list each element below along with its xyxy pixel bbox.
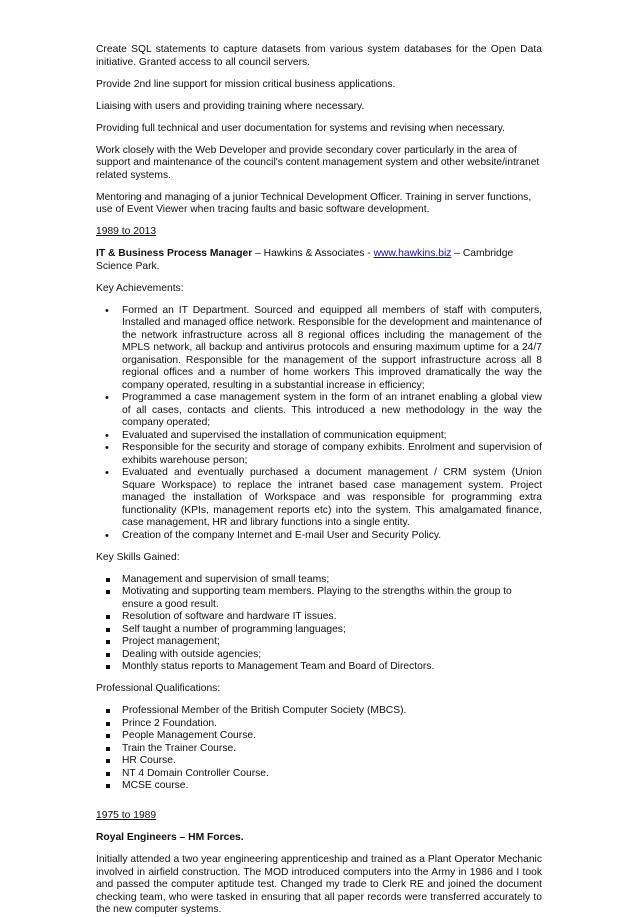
duty-paragraph: Create SQL statements to capture datasets from various system databases for the Open Data initiative. Granted access to all council servers. — [96, 44, 542, 68]
list-item: • Evaluated and eventually purchased a document management / CRM system (Union Square Workspace) to replace the intranet based case management system. Project managed the installation of Workspace and was responsible for programming extra functionality (KPIs, management reports etc) into the system. This amalgamated finance, case management, HR and library functions into a single entity. — [96, 467, 542, 530]
job-royal-engineers — [96, 810, 542, 917]
list-item: Professional Member of the British Computer Society (MBCS). — [96, 705, 542, 718]
list-item: • Programmed a case management system in the form of an intranet enabling a global view of all cases, contacts and clients. This introduced a new methodology in the way the company operated; — [96, 392, 542, 430]
job-hawkins — [96, 226, 542, 793]
job-period: 1975 to 1989 — [96, 810, 157, 821]
job-title: IT & Business Process Manager — [96, 248, 253, 259]
list-item: Prince 2 Foundation. — [96, 718, 542, 731]
list-item: Dealing with outside agencies; — [96, 649, 542, 662]
list-item: Project management; — [96, 636, 542, 649]
employer-suffix: – Cambridge Science Park. — [96, 248, 514, 272]
current-role-duties — [96, 44, 542, 217]
list-item: People Management Course. — [96, 730, 542, 743]
job-title: Royal Engineers – HM Forces. — [96, 832, 244, 843]
job-heading — [96, 248, 542, 273]
duty-paragraph: Provide 2nd line support for mission critical business applications. — [96, 78, 396, 90]
duty-paragraph: Work closely with the Web Developer and provide secondary cover particularly in the area of support and maintenance of the council's content management system and other website/intranet related systems. — [96, 144, 540, 181]
duty-paragraph: Mentoring and managing of a junior Technical Development Officer. Training in server functions, use of Event Viewer when tracing faults and basic software development. — [96, 191, 532, 215]
list-item: • Evaluated and supervised the installation of communication equipment; — [96, 430, 542, 443]
skills-heading: Key Skills Gained: — [96, 551, 180, 563]
employer-prefix: – Hawkins & Associates - — [252, 248, 374, 259]
list-item: • Formed an IT Department. Sourced and equipped all members of staff with computers, Installed and managed office network. Responsible for the development and maintenance of the network infrastructure across all 8 regional offices including the management of the MPLS network, all backup and antivirus protocols and ensuring maximum uptime for a 24/7 organisation. Responsible for the management of the support infrastructure across all 8 regional offices and a number of home workers This improved dramatically the way the company operated, resulting in a substantial increase in efficiency; — [96, 305, 542, 393]
duty-paragraph: Liaising with users and providing training where necessary. — [96, 100, 365, 112]
list-item: Train the Trainer Course. — [96, 743, 542, 756]
list-item: Self taught a number of programming languages; — [96, 624, 542, 637]
list-item: • Creation of the company Internet and E-mail User and Security Policy. — [96, 530, 542, 543]
duty-paragraph: Providing full technical and user documentation for systems and revising when necessary. — [96, 122, 506, 134]
section-spacer — [96, 802, 542, 810]
list-item: NT 4 Domain Controller Course. — [96, 768, 542, 781]
employer-website-link[interactable]: www.hawkins.biz — [373, 248, 452, 259]
qualifications-heading: Professional Qualifications: — [96, 683, 221, 694]
list-item: • Responsible for the security and storage of company exhibits. Enrolment and supervision of exhibits warehouse person; — [96, 442, 542, 467]
qualifications-list — [96, 705, 542, 793]
job-description: Initially attended a two year engineering apprenticeship and trained as a Plant Operator Mechanic involved in airfield construction. The MOD introduced computers into the Army in 1986 and I took and passed the computer aptitude test. Changed my trade to Clerk RE and joined the document checking team, who were tasked in ensuring that all paper records were transferred accurately to the new computer systems. — [96, 854, 542, 915]
job-period: 1989 to 2013 — [96, 226, 157, 237]
list-item: HR Course. — [96, 755, 542, 768]
skills-list — [96, 574, 542, 674]
achievements-heading: Key Achievements: — [96, 282, 184, 294]
list-item: MCSE course. — [96, 780, 542, 793]
list-item: Monthly status reports to Management Team and Board of Directors. — [96, 661, 542, 674]
list-item: Management and supervision of small teams; — [96, 574, 542, 587]
achievements-list — [96, 305, 542, 543]
list-item: Motivating and supporting team members. Playing to the strengths within the group to ensure a good result. — [96, 586, 542, 611]
job-heading — [96, 832, 542, 845]
list-item: Resolution of software and hardware IT issues. — [96, 611, 542, 624]
